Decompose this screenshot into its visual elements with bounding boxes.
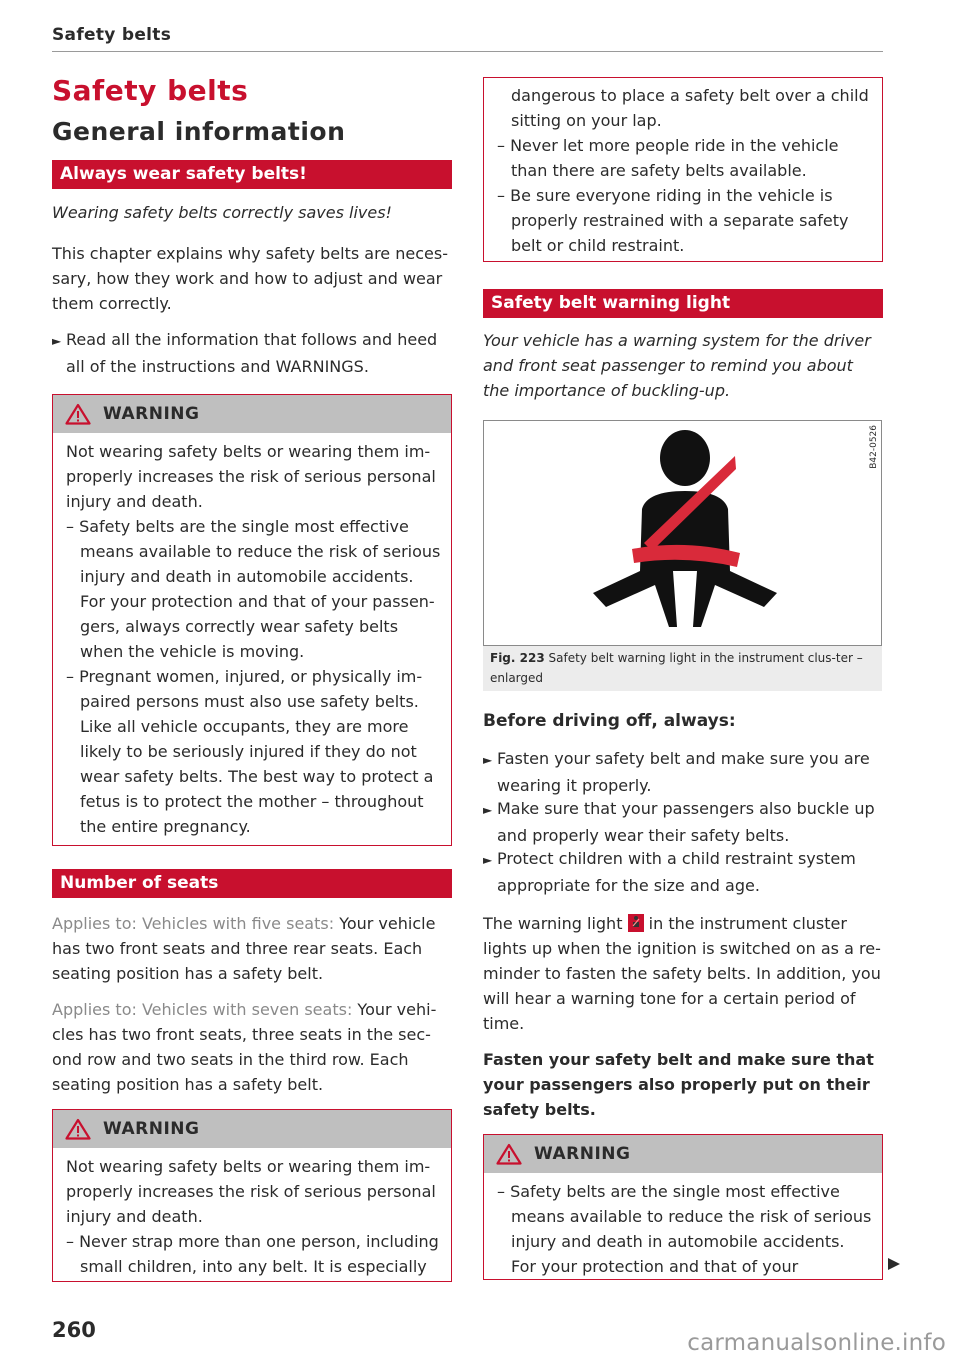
warning-box-3 bbox=[483, 1134, 883, 1280]
fasten-instruction: Fasten your safety belt and make sure that your passengers also properly put on their safety belts. bbox=[483, 1050, 874, 1119]
continue-arrow-icon bbox=[888, 1258, 900, 1270]
applies-label: Applies to: Vehicles with seven seats: bbox=[52, 1000, 353, 1019]
section-title: General information bbox=[52, 117, 346, 146]
warning-item: – Never let more people ride in the vehicle than there are safety belts available. bbox=[497, 136, 839, 180]
warning-triangle-icon bbox=[65, 1118, 91, 1140]
triangle-bullet-icon: ► bbox=[483, 753, 493, 767]
seatbelt-person-icon bbox=[484, 421, 881, 645]
warning-header bbox=[53, 1110, 451, 1148]
applies-label: Applies to: Vehicles with five seats: bbox=[52, 914, 335, 933]
warning-light-paragraph bbox=[483, 911, 883, 1036]
warning-body bbox=[484, 78, 882, 262]
seatbelt-warning-light-icon bbox=[628, 914, 644, 932]
warning-intro: Not wearing safety belts or wearing them im-properly increases the risk of serious personal injury and death. bbox=[66, 1157, 436, 1226]
warning-box-2 bbox=[52, 1109, 452, 1282]
warning-item: – Never strap more than one person, including small children, into any belt. It is especially bbox=[66, 1232, 439, 1276]
warning-body bbox=[53, 1148, 451, 1282]
list-item bbox=[483, 746, 883, 798]
page-number: 260 bbox=[52, 1318, 96, 1342]
applies-text: Your vehicle has two front seats and three rear seats. Each seating position has a safety belt. bbox=[52, 914, 436, 983]
list-item-text: Make sure that your passengers also buckle up and properly wear their safety belts. bbox=[497, 799, 875, 845]
warning-header bbox=[484, 1135, 882, 1173]
applies-five-seats bbox=[52, 911, 452, 986]
paragraph-text: The warning light bbox=[483, 914, 623, 933]
paragraph-text: in the instrument cluster lights up when the ignition is switched on as a re-minder to fasten the safety belts. In addition, you will hear a warning tone for a certain period of time. bbox=[483, 914, 881, 1033]
figure-caption bbox=[483, 646, 882, 691]
intro-italic: Wearing safety belts correctly saves lives! bbox=[52, 203, 392, 222]
triangle-bullet-icon: ► bbox=[483, 803, 493, 817]
subsection-bar-warning-light: Safety belt warning light bbox=[483, 289, 883, 318]
warning-triangle-icon bbox=[65, 403, 91, 425]
warning-body bbox=[53, 433, 451, 845]
subsection-bar-number-of-seats: Number of seats bbox=[52, 869, 452, 898]
warning-triangle-icon bbox=[496, 1143, 522, 1165]
subsection-bar-always-wear: Always wear safety belts! bbox=[52, 160, 452, 189]
chapter-title: Safety belts bbox=[52, 74, 249, 107]
intro-paragraph: This chapter explains why safety belts are neces-sary, how they work and how to adjust and wear them correctly. bbox=[52, 244, 448, 313]
warning-item: – Be sure everyone riding in the vehicle is properly restrained with a separate safety belt or child restraint. bbox=[497, 186, 849, 255]
warning-light-intro: Your vehicle has a warning system for the driver and front seat passenger to remind you about the importance of buckling-up. bbox=[483, 331, 871, 400]
warning-item: – Safety belts are the single most effective means available to reduce the risk of serious injury and death in automobile accidents. For your protection and that of your passen-gers, always correctly wear safety belts when the vehicle is moving. bbox=[66, 517, 441, 661]
list-item bbox=[483, 796, 883, 848]
before-driving-heading: Before driving off, always: bbox=[483, 711, 736, 731]
warning-box-1 bbox=[52, 394, 452, 846]
running-header-title: Safety belts bbox=[52, 25, 172, 45]
instruction-bullet bbox=[52, 327, 452, 379]
instruction-bullet-text: Read all the information that follows and heed all of the instructions and WARNINGS. bbox=[66, 330, 438, 376]
applies-seven-seats bbox=[52, 997, 452, 1097]
figure-seatbelt-light bbox=[483, 420, 882, 646]
warning-body bbox=[484, 1173, 882, 1280]
warning-box-continued bbox=[483, 77, 883, 262]
warning-title: WARNING bbox=[103, 1119, 200, 1139]
list-item-text: Protect children with a child restraint system appropriate for the size and age. bbox=[497, 849, 856, 895]
watermark: carmanualsonline.info bbox=[687, 1330, 946, 1356]
header-divider bbox=[52, 51, 883, 52]
list-item bbox=[483, 846, 883, 898]
warning-item: – Pregnant women, injured, or physically im-paired persons must also use safety belts. Like all vehicle occupants, they are more likely to be seriously injured if they do not wear safety belts. The best way to protect a fetus is to protect the mother – throughout the entire pregnancy. bbox=[66, 667, 434, 836]
warning-item: – Safety belts are the single most effective means available to reduce the risk of serious injury and death in automobile accidents. For your protection and that of your bbox=[497, 1182, 872, 1276]
figure-caption-text: Safety belt warning light in the instrument clus-ter – enlarged bbox=[490, 651, 863, 685]
list-item-text: Fasten your safety belt and make sure you are wearing it properly. bbox=[497, 749, 870, 795]
triangle-bullet-icon: ► bbox=[52, 334, 62, 348]
warning-title: WARNING bbox=[534, 1144, 631, 1164]
figure-code: B42-0526 bbox=[869, 425, 879, 469]
warning-item: dangerous to place a safety belt over a child sitting on your lap. bbox=[511, 86, 869, 130]
triangle-bullet-icon: ► bbox=[483, 853, 493, 867]
figure-label: Fig. 223 bbox=[490, 651, 545, 665]
applies-text: Your vehi-cles has two front seats, three seats in the sec-ond row and two seats in the third row. Each seating position has a safety belt. bbox=[52, 1000, 437, 1094]
warning-header bbox=[53, 395, 451, 433]
warning-title: WARNING bbox=[103, 404, 200, 424]
warning-intro: Not wearing safety belts or wearing them im-properly increases the risk of serious personal injury and death. bbox=[66, 442, 436, 511]
